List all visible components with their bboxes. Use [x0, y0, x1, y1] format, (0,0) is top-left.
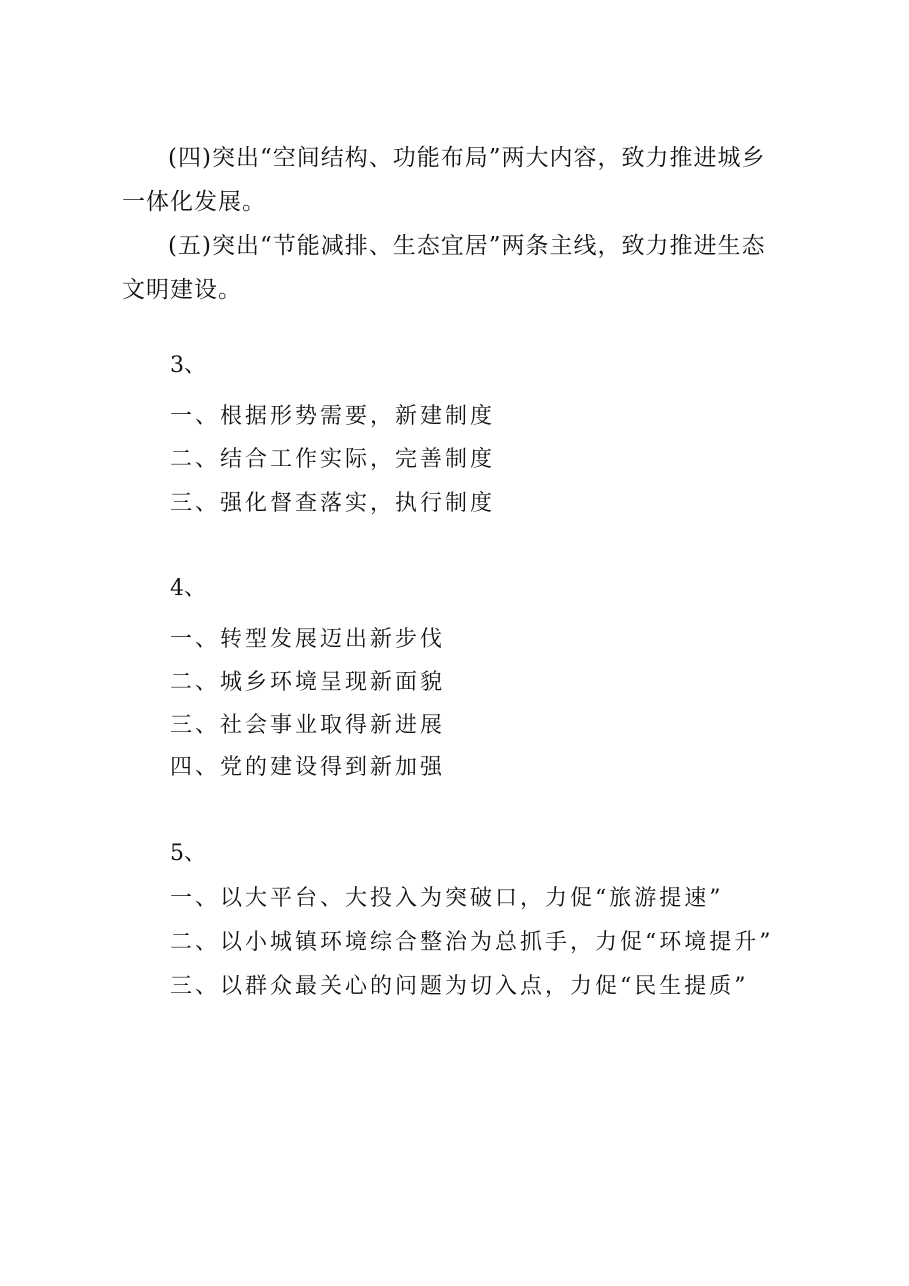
section-5-item: 三、以群众最关心的问题为切入点，力促“民生提质”: [170, 974, 749, 999]
section-3-item: 一、根据形势需要，新建制度: [170, 404, 496, 429]
section-5-number: 5、: [170, 841, 206, 866]
section-4-number: 4、: [170, 576, 206, 601]
section-5-item: 一、以大平台、大投入为突破口，力促“旅游提速”: [170, 886, 724, 911]
paragraph-four: (四)突出“空间结构、功能布局”两大内容，致力推进城乡一体化发展。: [122, 145, 766, 215]
section-3-item: 二、结合工作实际，完善制度: [170, 447, 496, 472]
section-4-item: 二、城乡环境呈现新面貌: [170, 670, 446, 695]
section-3-number: 3、: [170, 353, 206, 378]
section-5-item: 二、以小城镇环境综合整治为总抓手，力促“环境提升”: [170, 930, 774, 955]
section-4-item: 一、转型发展迈出新步伐: [170, 627, 446, 652]
paragraph-five: (五)突出“节能减排、生态宜居”两条主线，致力推进生态文明建设。: [122, 233, 766, 303]
section-4-item: 四、党的建设得到新加强: [170, 755, 446, 780]
section-4-item: 三、社会事业取得新进展: [170, 713, 446, 738]
section-3-item: 三、强化督查落实，执行制度: [170, 491, 496, 516]
